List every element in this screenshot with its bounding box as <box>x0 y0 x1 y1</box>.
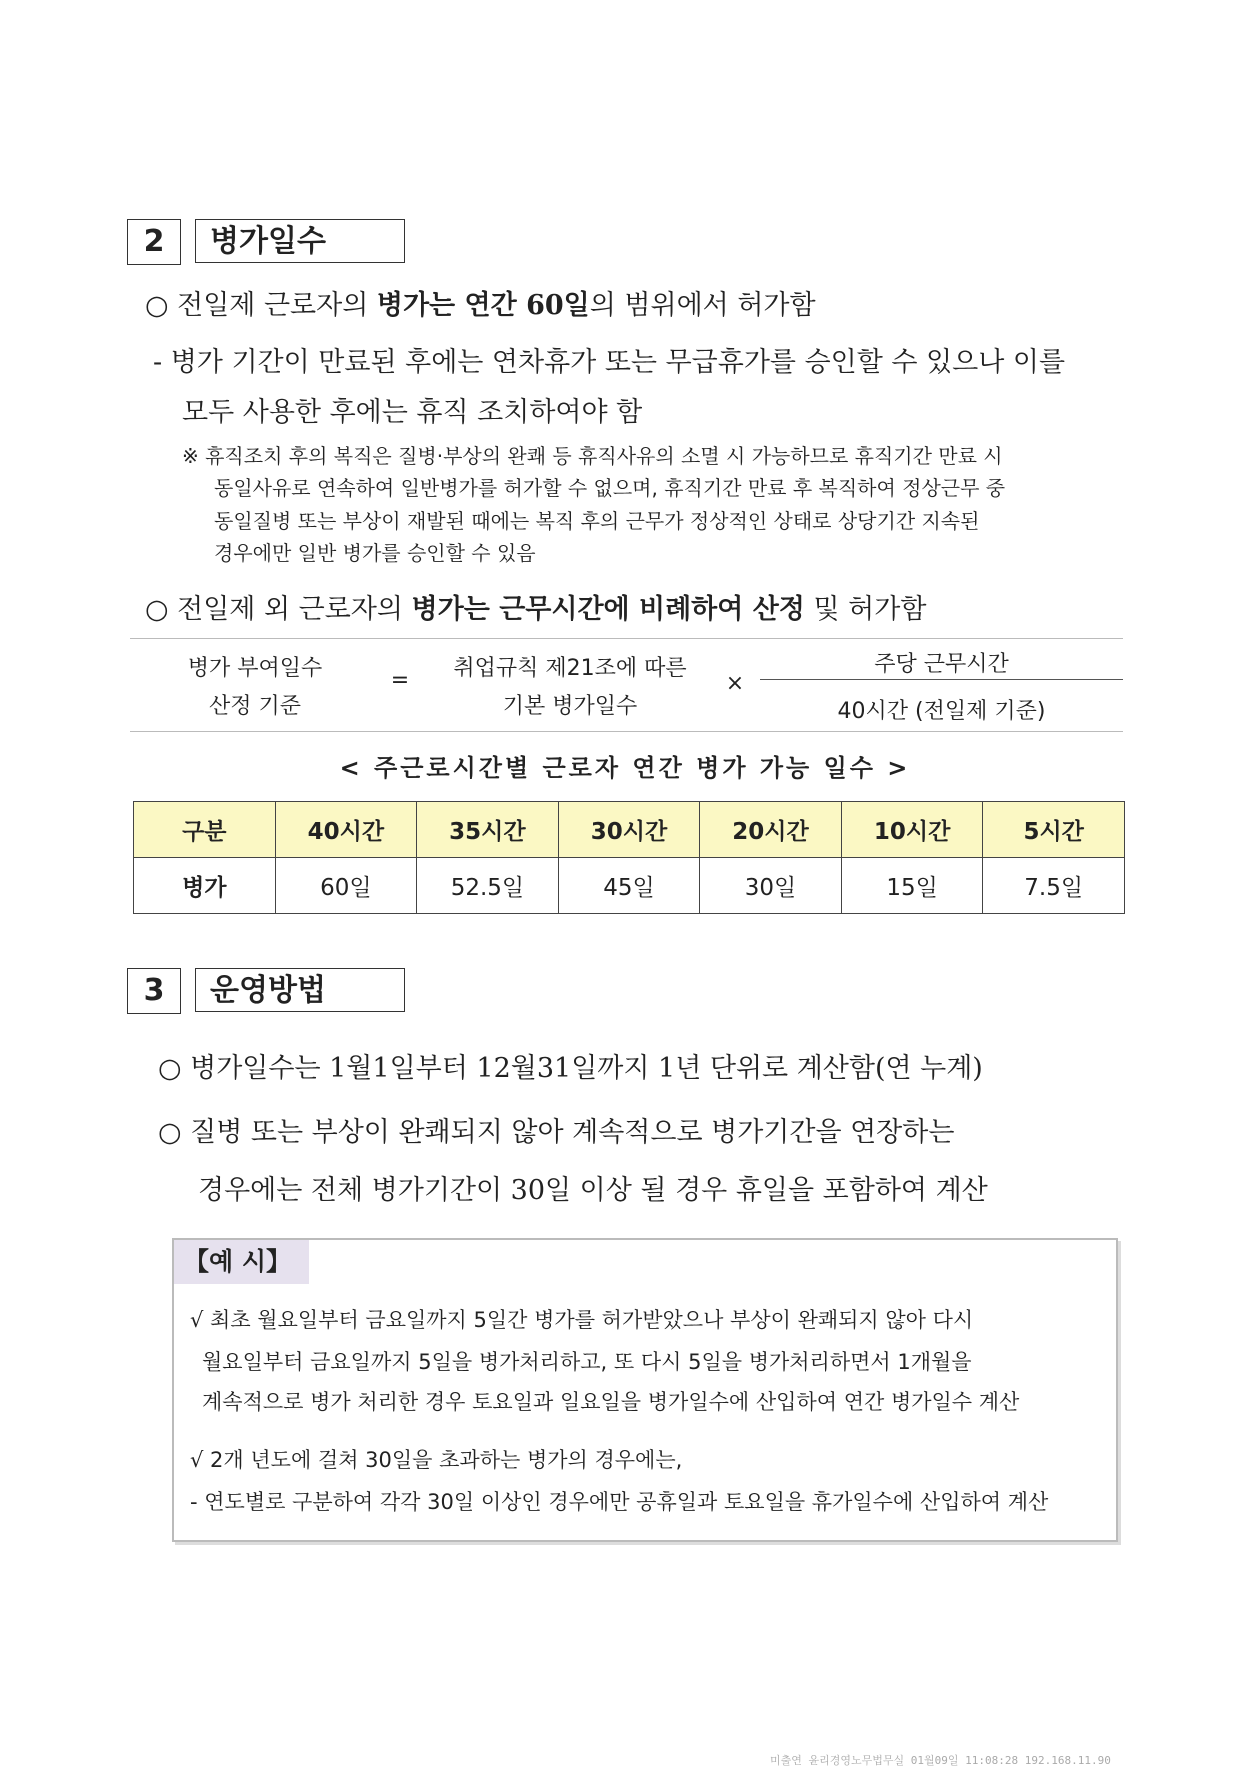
fraction-bar <box>760 679 1123 680</box>
formula-left-line-2: 산정 기준 <box>208 694 301 719</box>
text-suffix: 및 허가함 <box>804 594 927 625</box>
table-cell: 45일 <box>558 858 700 914</box>
text-bold: 병가는 연간 60일 <box>376 290 590 321</box>
example-box <box>172 1238 1118 1542</box>
text-prefix: ○ 전일제 외 근로자의 <box>145 594 412 625</box>
note-line-4: 경우에만 일반 병가를 승인할 수 있음 <box>214 541 536 565</box>
example-check-1-line-1: √ 최초 월요일부터 금요일까지 5일간 병가를 허가받았으나 부상이 완쾌되지 않아 다시 <box>190 1308 974 1332</box>
example-check-2: √ 2개 년도에 걸쳐 30일을 초과하는 병가의 경우에는, <box>190 1448 683 1472</box>
sick-leave-formula <box>130 638 1123 732</box>
example-check-1-line-2: 월요일부터 금요일까지 5일을 병가처리하고, 또 다시 5일을 병가처리하면서 1개월을 <box>202 1350 972 1374</box>
sick-leave-days-table <box>133 801 1125 914</box>
section-3-point-2-line-1: ○ 질병 또는 부상이 완쾌되지 않아 계속적으로 병가기간을 연장하는 <box>158 1117 955 1148</box>
section-number: 3 <box>127 968 181 1014</box>
header-cell: 5시간 <box>983 802 1125 858</box>
formula-equals: = <box>390 668 410 693</box>
table-cell: 30일 <box>700 858 842 914</box>
section-2-point-1 <box>145 283 816 322</box>
example-check-1-line-3: 계속적으로 병가 처리한 경우 토요일과 일요일을 병가일수에 산입하여 연간 병가일수 계산 <box>202 1390 1020 1414</box>
table-cell: 52.5일 <box>417 858 559 914</box>
header-cell: 20시간 <box>700 802 842 858</box>
section-number: 2 <box>127 219 181 265</box>
section-2-dash-line-1: - 병가 기간이 만료된 후에는 연차휴가 또는 무급휴가를 승인할 수 있으나 이를 <box>153 347 1066 378</box>
footer-watermark: 미출연 윤리경영노무법무실 01월09일 11:08:28 192.168.11.90 <box>770 1754 1111 1767</box>
section-title: 병가일수 <box>195 219 405 263</box>
section-3-point-2-line-2: 경우에는 전체 병가기간이 30일 이상 될 경우 휴일을 포함하여 계산 <box>198 1175 988 1206</box>
section-3-point-1: ○ 병가일수는 1월1일부터 12월31일까지 1년 단위로 계산함(연 누계) <box>158 1053 983 1084</box>
example-label: 【예 시】 <box>174 1240 309 1284</box>
formula-left-line-1: 병가 부여일수 <box>187 656 323 681</box>
formula-mid-line-2: 기본 병가일수 <box>502 694 638 719</box>
table-cell: 60일 <box>275 858 417 914</box>
header-cell: 40시간 <box>275 802 417 858</box>
header-cell: 구분 <box>134 802 276 858</box>
text-bold: 병가는 근무시간에 비례하여 산정 <box>411 594 805 625</box>
header-cell: 35시간 <box>417 802 559 858</box>
note-line-2: 동일사유로 연속하여 일반병가를 허가할 수 없으며, 휴직기간 만료 후 복직하여 정상근무 중 <box>214 476 1006 500</box>
table-title: < 주근로시간별 근로자 연간 병가 가능 일수 > <box>339 754 911 782</box>
formula-numerator: 주당 근무시간 <box>874 652 1009 677</box>
section-2-dash-line-2: 모두 사용한 후에는 휴직 조치하여야 함 <box>182 397 643 428</box>
table-cell: 15일 <box>841 858 983 914</box>
table-header-row <box>134 802 1125 858</box>
example-dash: - 연도별로 구분하여 각각 30일 이상인 경우에만 공휴일과 토요일을 휴가일수에 산입하여 계산 <box>190 1490 1049 1514</box>
table-cell: 7.5일 <box>983 858 1125 914</box>
formula-times: × <box>725 671 745 696</box>
text-prefix: ○ 전일제 근로자의 <box>145 290 377 321</box>
formula-mid-line-1: 취업규칙 제21조에 따른 <box>453 656 687 681</box>
text-suffix: 의 범위에서 허가함 <box>589 290 816 321</box>
header-cell: 30시간 <box>558 802 700 858</box>
formula-denominator: 40시간 (전일제 기준) <box>837 699 1046 724</box>
note-line-3: 동일질병 또는 부상이 재발된 때에는 복직 후의 근무가 정상적인 상태로 상당기간 지속된 <box>214 509 980 533</box>
header-cell: 10시간 <box>841 802 983 858</box>
section-title: 운영방법 <box>195 968 405 1012</box>
row-label: 병가 <box>134 858 276 914</box>
table-row <box>134 858 1125 914</box>
note-line-1: ※ 휴직조치 후의 복직은 질병·부상의 완쾌 등 휴직사유의 소멸 시 가능하므로 휴직기간 만료 시 <box>182 444 1003 468</box>
section-2-point-2 <box>145 587 926 626</box>
